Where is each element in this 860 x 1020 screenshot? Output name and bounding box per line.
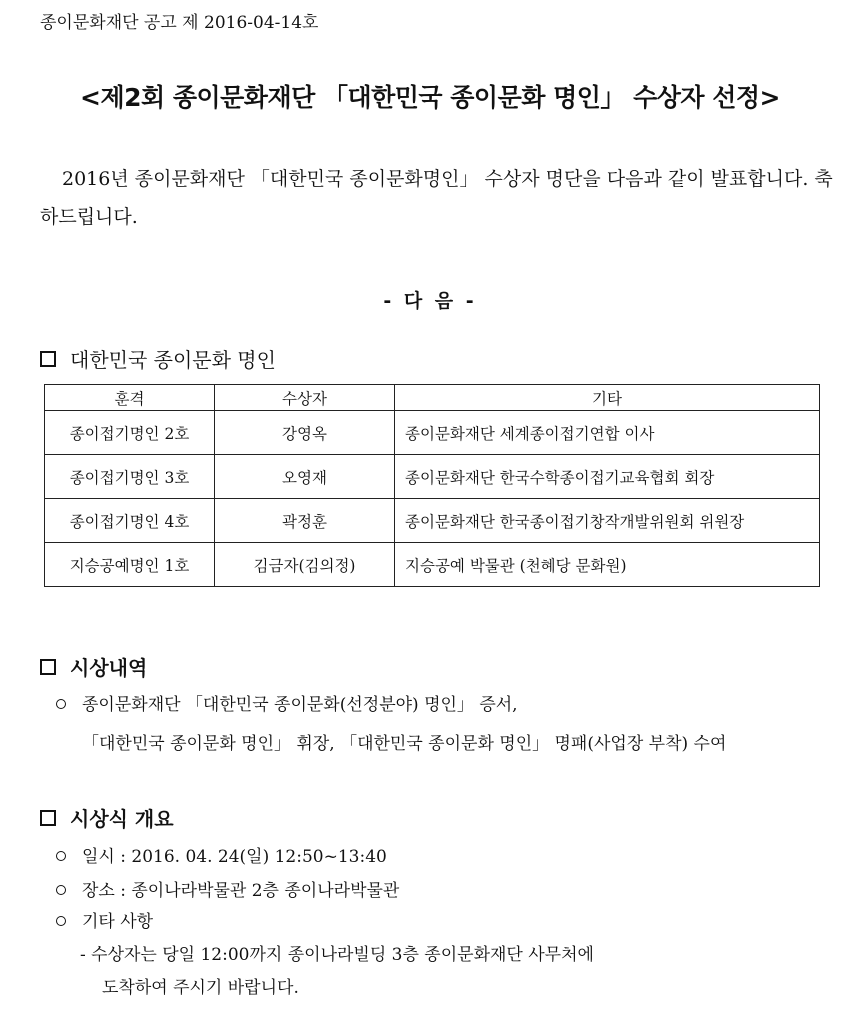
ceremony-other-line-1: - 수상자는 당일 12:00까지 종이나라빌딩 3층 종이문화재단 사무처에 [80, 945, 594, 965]
ceremony-date [56, 842, 387, 867]
ceremony-other-text: 기타 사항 [82, 912, 154, 932]
next-label: - 다 음 - [383, 290, 477, 312]
ceremony-date-text: 일시 : 2016. 04. 24(일) 12:50~13:40 [82, 847, 387, 867]
table-row [45, 499, 820, 543]
awards-table [44, 384, 820, 587]
bullet-circle-icon [56, 699, 66, 709]
recipient-cell: 곽정훈 [215, 499, 395, 543]
page-title: <제2회 종이문화재단 「대한민국 종이문화 명인」 수상자 선정> [80, 83, 780, 112]
note-cell: 종이문화재단 한국수학종이접기교육협회 회장 [395, 455, 820, 499]
awards-line-1 [56, 690, 518, 715]
ceremony-place [56, 876, 399, 901]
recipient-cell: 강영옥 [215, 411, 395, 455]
section-heading-text: 대한민국 종이문화 명인 [70, 348, 276, 372]
checkbox-square-icon [40, 810, 56, 826]
recipient-cell: 김금자(김의정) [215, 543, 395, 587]
table-row [45, 455, 820, 499]
rank-cell: 지승공예명인 1호 [45, 543, 215, 587]
checkbox-square-icon [40, 351, 56, 367]
section-heading-awards [40, 652, 147, 681]
table-row [45, 411, 820, 455]
bullet-circle-icon [56, 916, 66, 926]
column-header: 훈격 [45, 385, 215, 411]
note-cell: 종이문화재단 세계종이접기연합 이사 [395, 411, 820, 455]
notice-number: 종이문화재단 공고 제 2016-04-14호 [40, 13, 319, 33]
ceremony-other-line-2: 도착하여 주시기 바랍니다. [102, 978, 299, 998]
table-header-row [45, 385, 820, 411]
ceremony-place-text: 장소 : 종이나라박물관 2층 종이나라박물관 [82, 881, 400, 901]
rank-cell: 종이접기명인 2호 [45, 411, 215, 455]
bullet-circle-icon [56, 885, 66, 895]
intro-paragraph [40, 160, 840, 236]
rank-cell: 종이접기명인 3호 [45, 455, 215, 499]
rank-cell: 종이접기명인 4호 [45, 499, 215, 543]
section-heading-text: 시상내역 [70, 656, 148, 680]
checkbox-square-icon [40, 659, 56, 675]
note-cell: 종이문화재단 한국종이접기창작개발위원회 위원장 [395, 499, 820, 543]
awards-line-1-text: 종이문화재단 「대한민국 종이문화(선정분야) 명인」 증서, [82, 695, 518, 715]
table-row [45, 543, 820, 587]
awards-line-2: 「대한민국 종이문화 명인」 휘장, 「대한민국 종이문화 명인」 명패(사업장 부착) 수여 [82, 734, 727, 754]
column-header: 수상자 [215, 385, 395, 411]
recipient-cell: 오영재 [215, 455, 395, 499]
intro-text: 2016년 종이문화재단 「대한민국 종이문화명인」 수상자 명단을 다음과 같이 발표합니다. 축하드립니다. [40, 168, 833, 228]
section-heading-masters [40, 344, 276, 373]
column-header: 기타 [395, 385, 820, 411]
bullet-circle-icon [56, 851, 66, 861]
ceremony-other [56, 907, 153, 932]
section-heading-text: 시상식 개요 [70, 807, 174, 831]
section-heading-ceremony [40, 803, 174, 832]
note-cell: 지승공예 박물관 (천혜당 문화원) [395, 543, 820, 587]
